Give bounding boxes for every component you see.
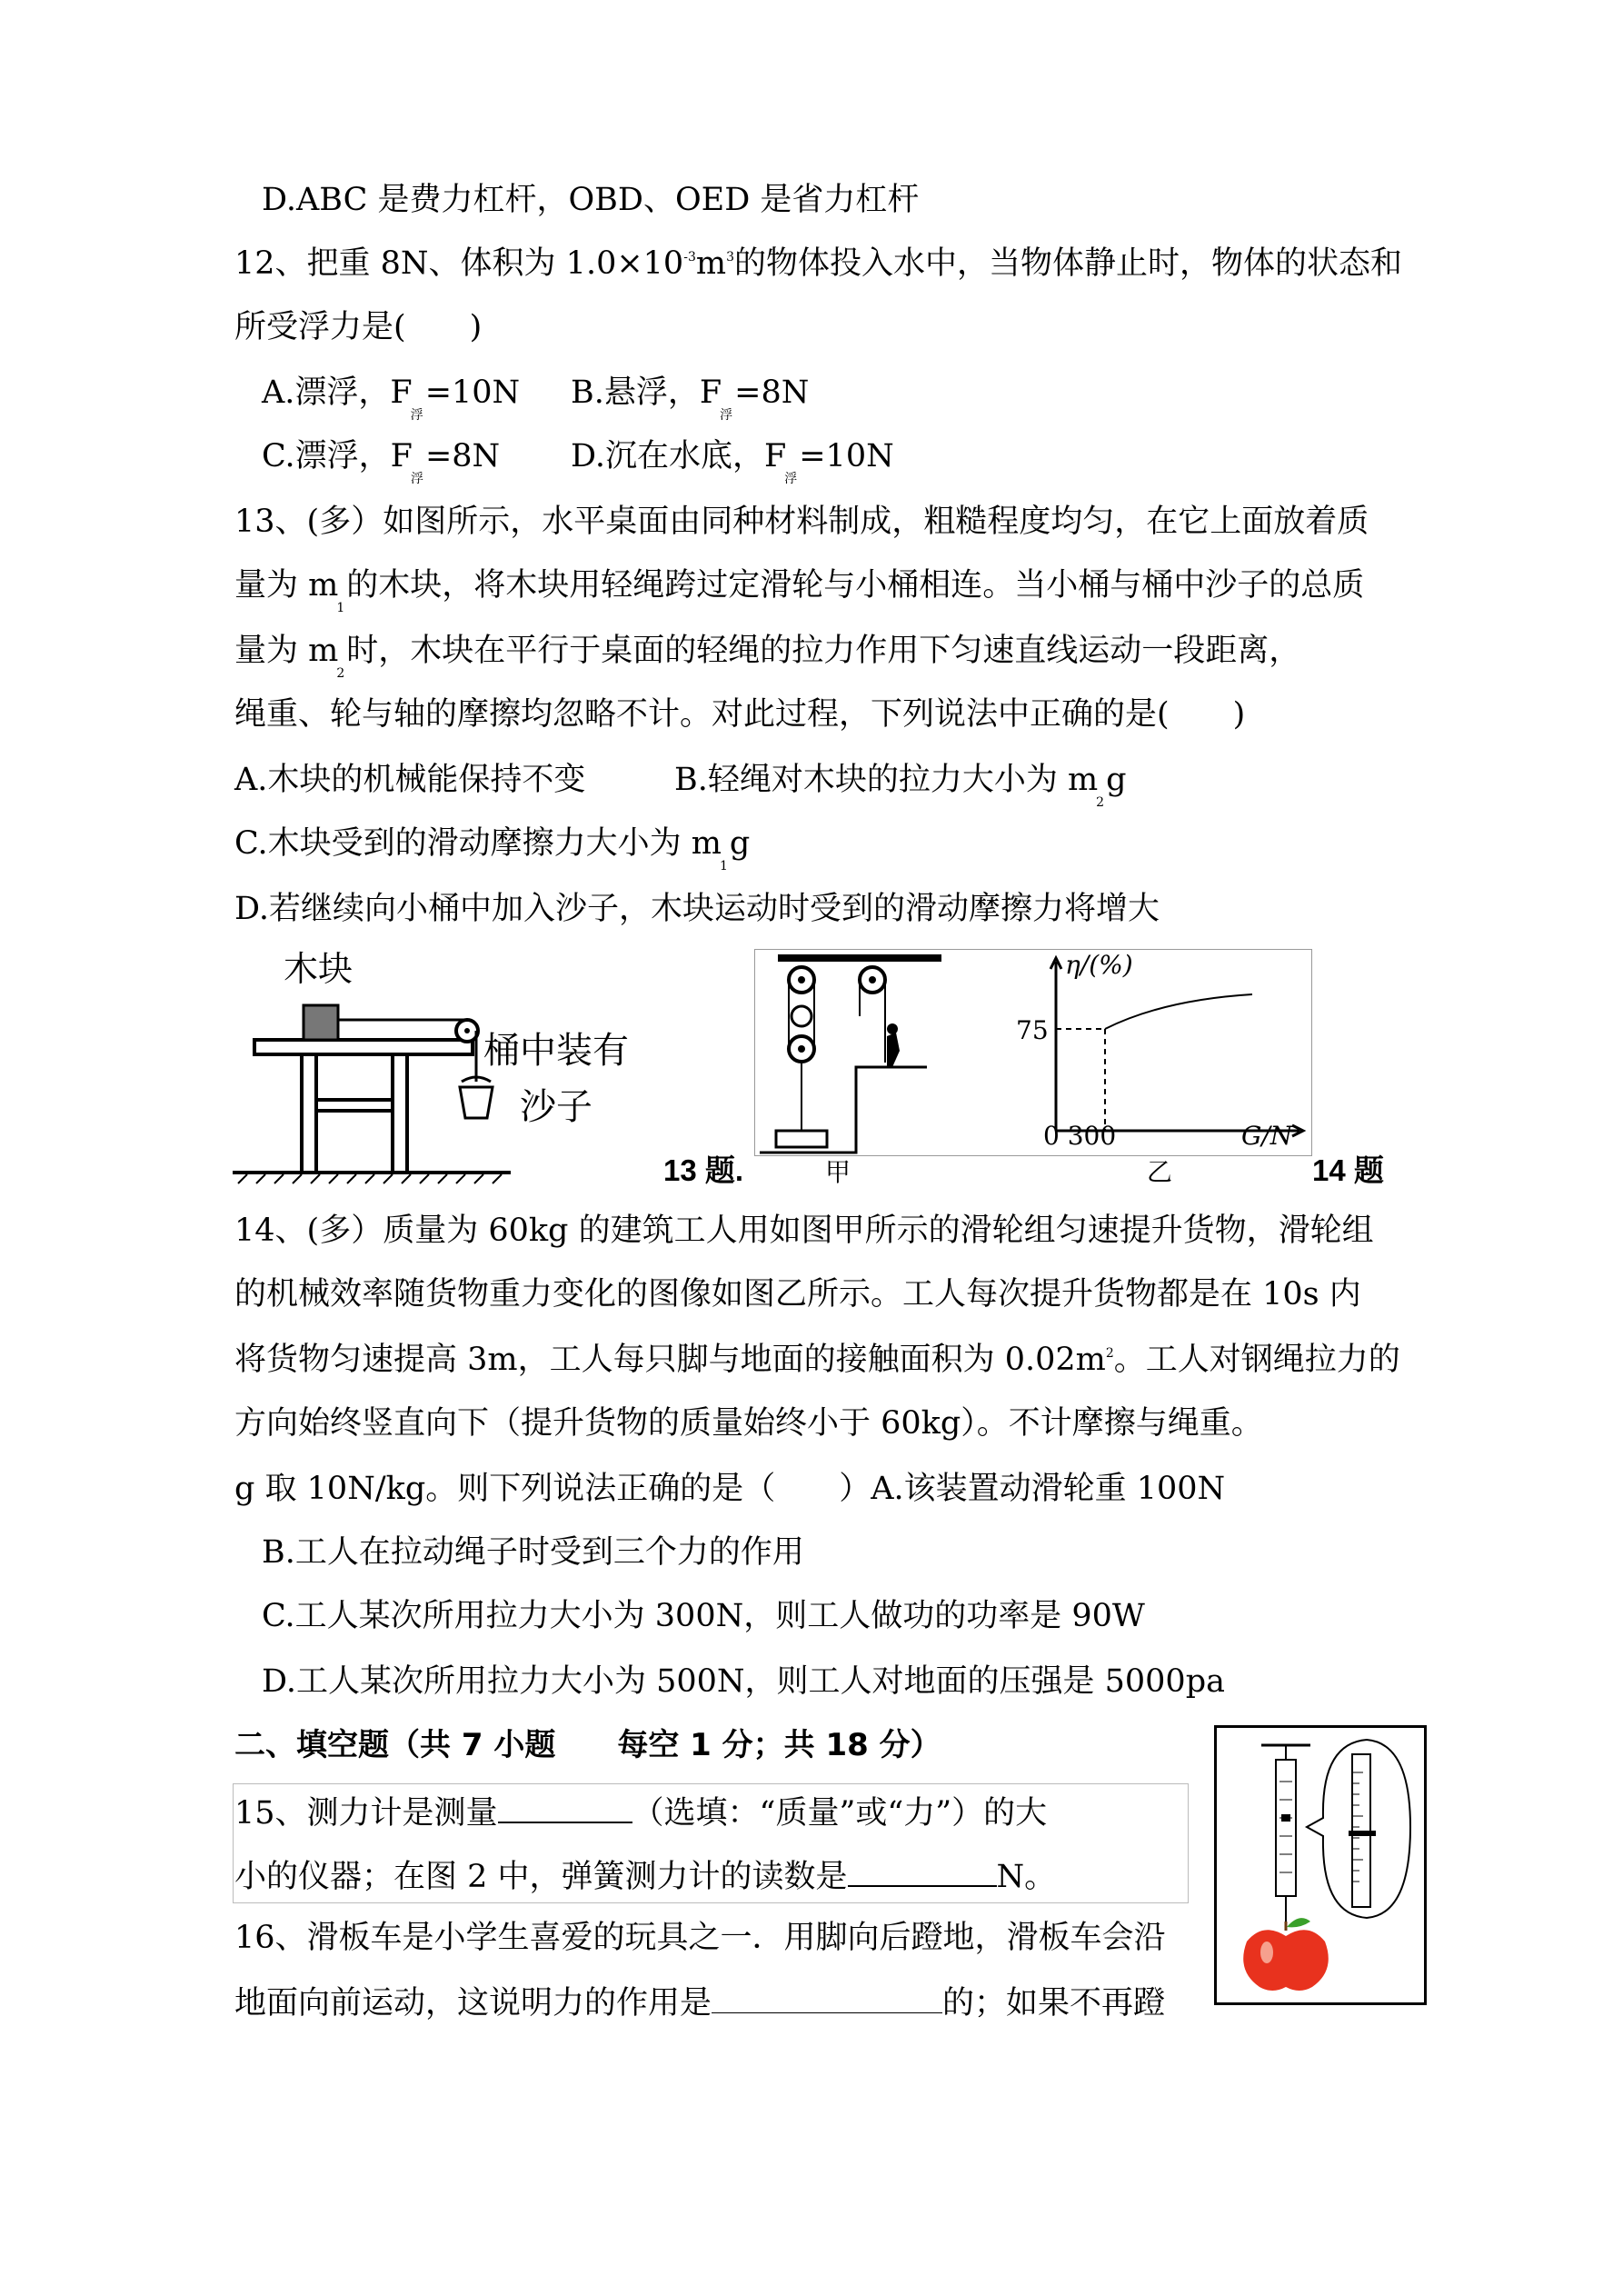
fig13-label-bucket-1: 桶中装有 [483,1030,629,1072]
q16-l2b: 的；如果不再蹬 [942,1985,1166,2021]
fig14-label-yi: 乙 [1147,1157,1173,1187]
q13-l3-sub: 2 [336,666,345,681]
q14-line1: 14、(多）质量为 60kg 的建筑工人用如图甲所示的滑轮组匀速提升货物，滑轮组 [234,1213,1374,1249]
q12-option-c-text: C.漂浮，F [262,438,413,474]
leaf-icon [1287,1918,1310,1927]
fig14-ylabel: η/(%) [1065,950,1133,980]
q13-option-c-a: C.木块受到的滑动摩擦力大小为 m [234,825,722,862]
wood-block [304,1005,338,1040]
q13-l2-sub: 1 [336,601,345,615]
q15-l1a: 15、测力计是测量 [234,1795,498,1832]
fig14-caption: 14 题 [1312,1153,1384,1187]
table-top [254,1040,473,1054]
q13-l2a: 量为 m [234,567,339,604]
q12-sub-float: 浮 [784,472,798,486]
fig14-tick-x: 0 300 [1043,1121,1117,1151]
q15-l2b: N。 [996,1859,1057,1895]
q15-blank-2[interactable] [848,1854,997,1887]
q14-line2: 的机械效率随货物重力变化的图像如图乙所示。工人每次提升货物都是在 10s 内 [234,1276,1361,1313]
q14-line3 [234,1340,1400,1386]
q13-l2b: 的木块，将木块用轻绳跨过定滑轮与小桶相连。当小桶与桶中沙子的总质 [346,567,1365,604]
q12-option-d [571,436,894,486]
q12-option-b [571,373,810,423]
q13-l3a: 量为 m [234,633,339,669]
q16-line2 [234,1982,1165,2023]
q12-option-b-text: B.悬浮，F [571,374,722,411]
q14-option-c: C.工人某次所用拉力大小为 300N，则工人做功的功率是 90W [262,1598,1145,1634]
q13-option-a: A.木块的机械能保持不变 [234,762,586,798]
q14-l3b: 。工人对钢绳拉力的 [1113,1342,1400,1378]
q12-option-a-value: =10N [424,374,521,411]
apple-icon [1243,1930,1329,1991]
q12-option-a-text: A.漂浮，F [262,374,413,411]
fig13-caption: 13 题. [663,1153,744,1187]
q14-line4: 方向始终竖直向下（提升货物的质量始终小于 60kg）。不计摩擦与绳重。 [234,1405,1263,1442]
q15-line1 [234,1791,1047,1833]
q13-line2 [234,565,1365,615]
q14-figure [754,949,1310,1154]
q12-option-a [262,373,521,423]
q13-option-b [674,760,1127,810]
q12-option-c [262,436,501,486]
q15-blank-1[interactable] [498,1791,632,1823]
q13-option-c-b: g [729,825,751,862]
q12-unit-exponent: 3 [726,250,734,265]
q11-option-d: D.ABC 是费力杠杆，OBD、OED 是省力杠杆 [262,182,920,218]
q15-line2 [234,1854,1056,1897]
q12-sub-float: 浮 [410,472,423,486]
fig14-xlabel: G/N [1241,1121,1293,1151]
q13-option-c-sub: 1 [719,859,728,873]
q13-line3 [234,631,1301,681]
spring-scale-icon [1276,1760,1296,1896]
q16-line1: 16、滑板车是小学生喜爱的玩具之一．用脚向后蹬地，滑板车会沿 [234,1920,1166,1956]
q12-stem-line1 [234,244,1402,290]
q15-l1b: （选填：“质量”或“力”）的大 [632,1795,1048,1832]
q12-option-b-value: =8N [734,374,810,411]
q16-l2a: 地面向前运动，这说明力的作用是 [234,1985,712,2021]
q14-option-b: B.工人在拉动绳子时受到三个力的作用 [262,1534,804,1571]
q12-option-d-value: =10N [799,438,894,474]
fig14-tick-y: 75 [1016,1015,1049,1045]
q12-stem-b: 的物体投入水中，当物体静止时，物体的状态和 [733,245,1402,282]
q13-option-b-a: B.轻绳对木块的拉力大小为 m [674,762,1099,798]
q13-l3b: 时，木块在平行于桌面的轻绳的拉力作用下匀速直线运动一段距离， [346,633,1301,669]
fig13-label-block: 木块 [284,949,353,989]
bucket-icon [460,1087,493,1118]
section2-title: 二、填空题（共 7 小题 每空 1 分；共 18 分） [234,1727,941,1763]
q12-unit: m [695,245,727,282]
q12-sub-float: 浮 [410,408,423,423]
q12-exponent: -3 [683,250,696,265]
q16-blank-1[interactable] [712,1982,942,2013]
q13-option-b-sub: 2 [1096,795,1105,810]
q12-option-d-text: D.沉在水底，F [571,438,787,474]
q14-l3a: 将货物匀速提高 3m，工人每只脚与地面的接触面积为 0.02m [234,1342,1106,1378]
q13-line1: 13、(多）如图所示，水平桌面由同种材料制成，粗糙程度均匀，在它上面放着质 [234,504,1369,540]
q14-line5: g 取 10N/kg。则下列说法正确的是（ ）A.该装置动滑轮重 100N [234,1471,1226,1507]
q13-option-c [234,824,751,873]
q12-stem-line2: 所受浮力是( ) [234,309,483,345]
q12-option-c-value: =8N [424,438,501,474]
fig13-label-bucket-2: 沙子 [520,1086,592,1128]
q13-line4: 绳重、轮与轴的摩擦均忽略不计。对此过程，下列说法中正确的是( ) [234,696,1246,733]
fig14-label-jia: 甲 [825,1157,851,1187]
q13-option-d: D.若继续向小桶中加入沙子，木块运动时受到的滑动摩擦力将增大 [234,891,1160,927]
q14-l3-sup: 2 [1105,1346,1114,1361]
q13-option-b-b: g [1106,762,1127,798]
q14-option-d: D.工人某次所用拉力大小为 500N，则工人对地面的压强是 5000pa [262,1663,1225,1700]
q15-l2a: 小的仪器；在图 2 中，弹簧测力计的读数是 [234,1859,848,1895]
q12-sub-float: 浮 [720,408,733,423]
q12-stem-a: 12、把重 8N、体积为 1.0×10 [234,245,684,282]
spring-scale-figure [1216,1727,1419,1998]
